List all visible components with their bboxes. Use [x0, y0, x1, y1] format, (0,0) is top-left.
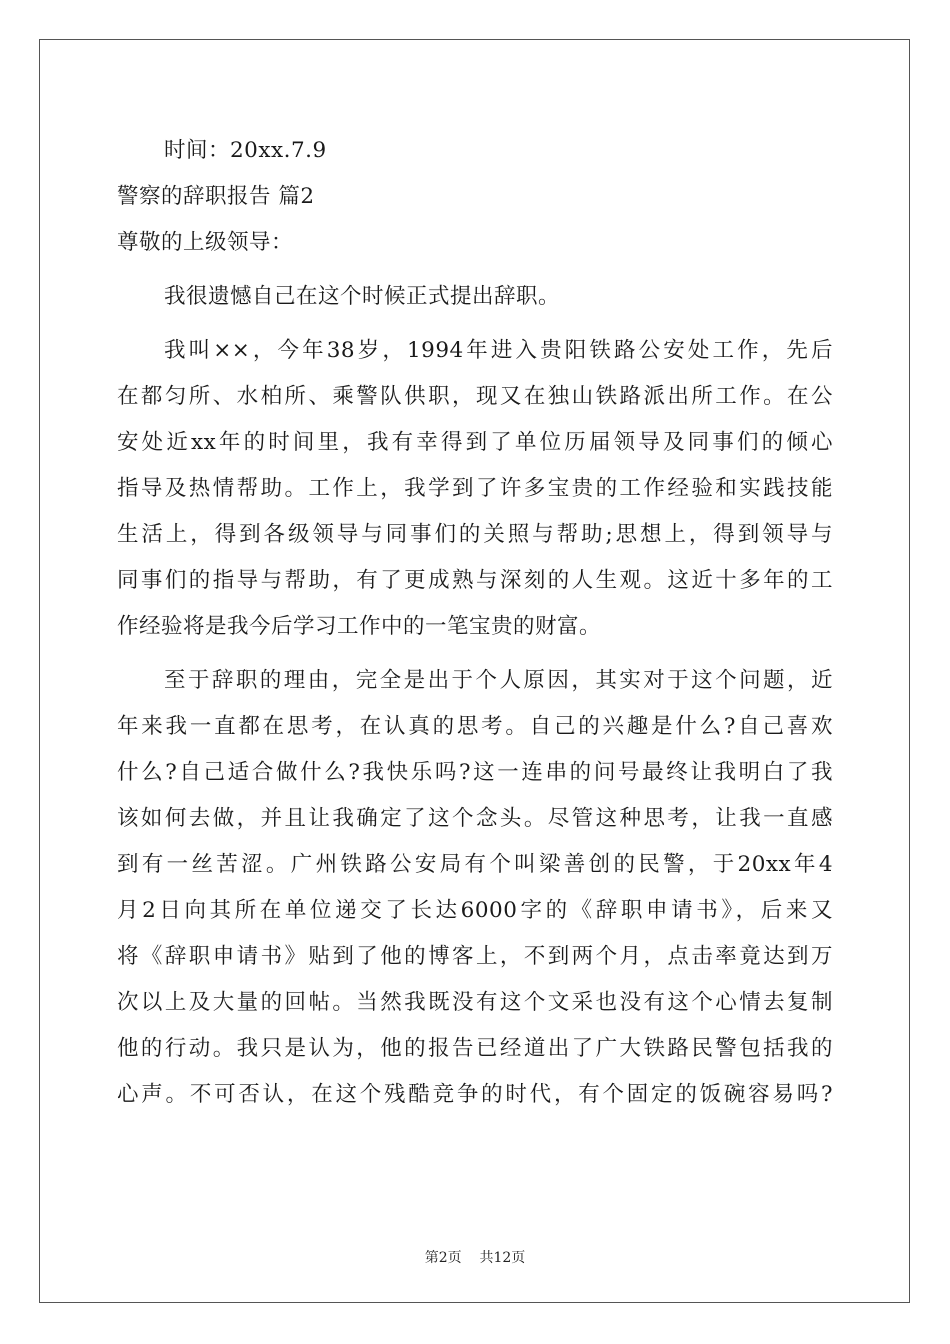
paragraph-line: 次以上及大量的回帖。当然我既没有这个文采也没有这个心情去复制 — [117, 990, 833, 1015]
document-title: 警察的辞职报告 篇2 — [117, 184, 315, 209]
salutation: 尊敬的上级领导： — [117, 230, 294, 255]
opening-sentence: 我很遗憾自己在这个时候正式提出辞职。 — [164, 284, 561, 309]
paragraph-line: 月2日向其所在单位递交了长达6000字的《辞职申请书》，后来又 — [117, 898, 833, 923]
page-number: 第2页 — [424, 1250, 462, 1266]
paragraph-line: 什么?自己适合做什么?我快乐吗?这一连串的问号最终让我明白了我 — [117, 760, 833, 785]
paragraph-line: 年来我一直都在思考，在认真的思考。自己的兴趣是什么?自己喜欢 — [117, 714, 833, 739]
paragraph-line: 安处近xx年的时间里，我有幸得到了单位历届领导及同事们的倾心 — [117, 430, 833, 455]
paragraph-1 — [117, 328, 833, 650]
paragraph-line: 将《辞职申请书》贴到了他的博客上，不到两个月，点击率竟达到万 — [117, 944, 833, 969]
paragraph-line: 在都匀所、水柏所、乘警队供职，现又在独山铁路派出所工作。在公 — [117, 384, 833, 409]
paragraph-line: 作经验将是我今后学习工作中的一笔宝贵的财富。 — [117, 614, 602, 639]
total-pages: 共12页 — [479, 1250, 526, 1266]
page-footer — [0, 1247, 950, 1267]
paragraph-line: 生活上，得到各级领导与同事们的关照与帮助;思想上，得到领导与 — [117, 522, 833, 547]
document-body — [117, 128, 833, 1118]
paragraph-line: 心声。不可否认，在这个残酷竞争的时代，有个固定的饭碗容易吗? — [117, 1082, 833, 1107]
paragraph-2 — [117, 658, 833, 1118]
paragraph-line: 他的行动。我只是认为，他的报告已经道出了广大铁路民警包括我的 — [117, 1036, 833, 1061]
paragraph-line: 至于辞职的理由，完全是出于个人原因，其实对于这个问题，近 — [164, 668, 833, 693]
paragraph-line: 指导及热情帮助。工作上，我学到了许多宝贵的工作经验和实践技能 — [117, 476, 833, 501]
paragraph-line: 我叫××，今年38岁，1994年进入贵阳铁路公安处工作，先后 — [164, 338, 833, 363]
date-line: 时间：20xx.7.9 — [164, 138, 327, 163]
paragraph-line: 到有一丝苦涩。广州铁路公安局有个叫梁善创的民警，于20xx年4 — [117, 852, 833, 877]
paragraph-line: 同事们的指导与帮助，有了更成熟与深刻的人生观。这近十多年的工 — [117, 568, 833, 593]
paragraph-line: 该如何去做，并且让我确定了这个念头。尽管这种思考，让我一直感 — [117, 806, 833, 831]
